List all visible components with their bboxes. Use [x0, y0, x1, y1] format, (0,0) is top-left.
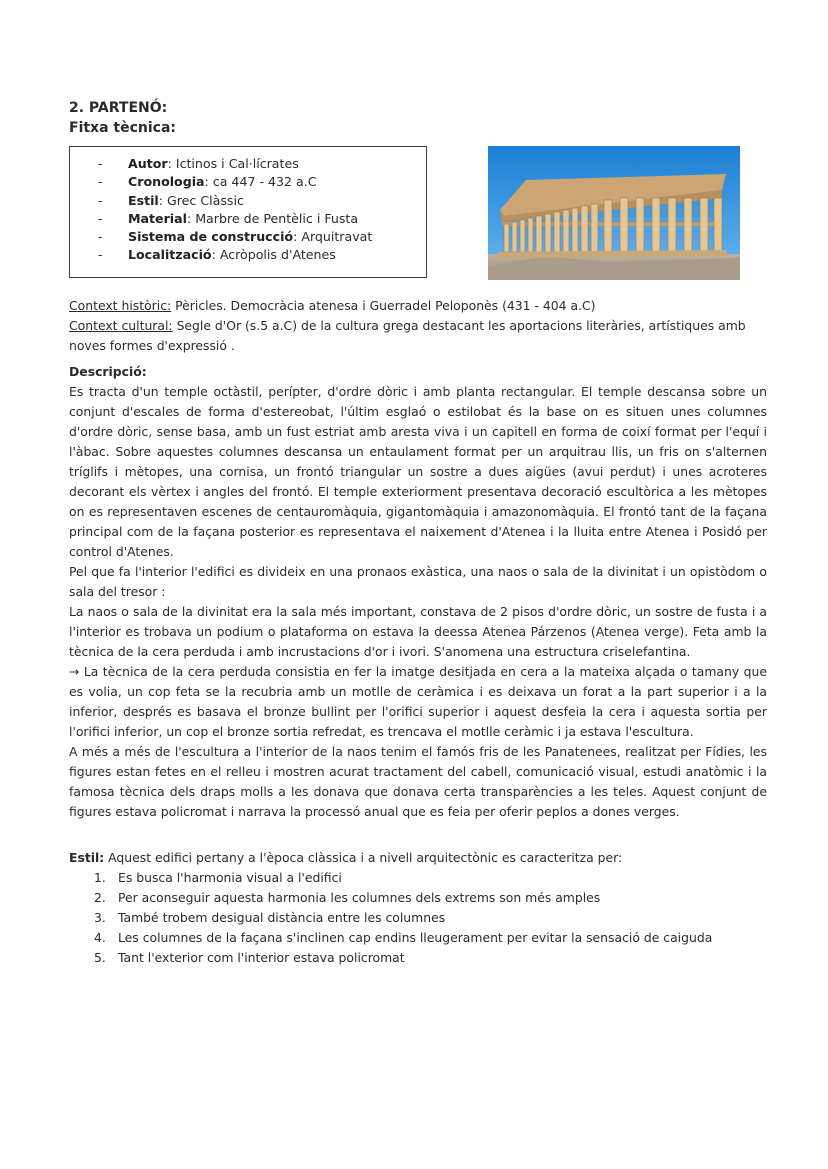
technical-sheet-list	[70, 147, 426, 265]
context-cultural-text: Segle d'Or (s.5 a.C) de la cultura grega destacant les aportacions literàries, artístiques amb noves formes d'expressió .	[69, 318, 746, 353]
context-historic-text: Pèricles. Democràcia atenesa i Guerradel Peloponès (431 - 404 a.C)	[175, 298, 596, 313]
estil-list-item	[69, 888, 767, 908]
technical-sheet-value: Arquitravat	[301, 229, 373, 245]
estil-list-text: Per aconseguir aquesta harmonia les columnes dels extrems son més amples	[118, 890, 601, 905]
estil-list-text: També trobem desigual distància entre les columnes	[118, 910, 446, 925]
technical-sheet-value: Acròpolis d'Atenes	[219, 247, 336, 263]
technical-sheet-value: ca 447 - 432 a.C	[212, 174, 317, 190]
estil-list-text: Les columnes de la façana s'inclinen cap endins lleugerament per evitar la sensació de caiguda	[118, 930, 713, 945]
context-cultural	[69, 316, 767, 356]
descripcio-paragraph-5: A més a més de l'escultura a l'interior de la naos tenim el famós fris de les Panatenees, realitzat per Fídies, les figures estan fetes en el relleu i mostren acurat tractament del cabell, comunicació visual, estudi anatòmic i la famosa tècnica dels draps molls a les donava que donava certa transparències a les teles. Aquest conjunt de figures estava policromat i narrava la processó anual que es feia per oferir peplos a dones verges.	[69, 744, 767, 819]
estil-list	[69, 868, 767, 968]
estil-list-item	[69, 928, 767, 948]
parthenon-photo	[488, 146, 740, 280]
technical-sheet-label: Localització	[128, 247, 212, 263]
estil-list-number: 4.	[94, 930, 106, 945]
estil-label: Estil:	[69, 850, 105, 865]
technical-sheet-box	[69, 146, 427, 278]
descripcio-paragraph-1: Es tracta d'un temple octàstil, perípter, d'ordre dòric i amb planta rectangular. El temple descansa sobre un conjunt d'escales de forma d'estereobat, l'últim esglaó o estilobat és la base on es situen unes columnes d'ordre dòric, sense basa, amb un fust estriat amb aresta viva i un capitell en forma de coixí format per l'equí i l'àbac. Sobre aquestes columnes descansa un entaulament format per un arquitrau llis, un fris on s'alternen tríglifs i mètopes, una cornisa, un frontó triangular un sostre a dues aigües (avui perdut) i unes acroteres decorant els vèrtex i angles del frontó. El temple exteriorment presentava decoració escultòrica a les mètopes on es representaven escenes de centauromàquia, gigantomàquia i amazonomàquia. El frontó tant de la façana principal com de la façana posterior es representava el naixement d'Atenea i la lluita entre Atenea i Posidó per control d'Atenes.	[69, 384, 767, 559]
technical-sheet-item: - Localització: Acròpolis d'Atenes	[70, 246, 426, 264]
fitxa-subtitle: Fitxa tècnica:	[69, 120, 177, 136]
descripcio-heading: Descripció:	[69, 364, 147, 379]
estil-list-number: 5.	[94, 950, 106, 965]
estil-list-text: Es busca l'harmonia visual a l'edifici	[118, 870, 342, 885]
technical-sheet-label: Estil	[128, 192, 159, 208]
descripcio-paragraph-2: Pel que fa l'interior l'edifici es divideix en una pronaos exàstica, una naos o sala de la divinitat i un opistòdom o sala del tresor :	[69, 564, 767, 599]
technical-sheet-label: Material	[128, 210, 187, 226]
estil-list-number: 1.	[94, 870, 106, 885]
technical-sheet-value: Ictinos i Cal·lícrates	[175, 156, 299, 171]
technical-sheet-item: - Cronologia: ca 447 - 432 a.C	[70, 173, 426, 191]
technical-sheet-label: Autor	[128, 156, 168, 171]
descripcio-paragraph-4: → La tècnica de la cera perduda consistia en fer la imatge desitjada en cera a la mateixa alçada o tamany que es volia, un cop feta se la recubria amb un motlle de ceràmica i es deixava un forat a la part superior i a la inferior, després es basava el bronze bullint per l'orifici superior i aquest desfeia la cera i aquesta sortia per l'orifici inferior, un cop el bronze sortia refredat, es trencava el motlle ceràmic i ja estava l'escultura.	[69, 664, 767, 739]
context-cultural-label: Context cultural:	[69, 318, 173, 333]
technical-sheet-label: Cronologia	[128, 174, 205, 190]
estil-list-text: Tant l'exterior com l'interior estava policromat	[118, 950, 405, 965]
technical-sheet-value: Marbre de Pentèlic i Fusta	[195, 210, 359, 226]
context-historic-label: Context històric:	[69, 298, 172, 313]
estil-intro	[69, 848, 767, 868]
estil-list-number: 2.	[94, 890, 106, 905]
technical-sheet-value: Grec Clàssic	[167, 192, 244, 208]
context-historic	[69, 296, 767, 316]
technical-sheet-item: - Autor: Ictinos i Cal·lícrates	[70, 155, 426, 173]
estil-list-item	[69, 868, 767, 888]
descripcio-paragraph-3: La naos o sala de la divinitat era la sala més important, constava de 2 pisos d'ordre dòric, un sostre de fusta i a l'interior es trobava un podium o plataforma on estava la deessa Atenea Párzenos (Atenea verge). Feta amb la tècnica de la cera perduda i amb incrustacions d'or i ivori. S'anomena una estructura criselefantina.	[69, 604, 767, 659]
estil-intro-text: Aquest edifici pertany a l'època clàssica i a nivell arquitectònic es caracteritza per:	[108, 850, 623, 865]
technical-sheet-label: Sistema de construcció	[128, 229, 294, 245]
technical-sheet-item: - Estil: Grec Clàssic	[70, 192, 426, 210]
technical-sheet-item: - Material: Marbre de Pentèlic i Fusta	[70, 210, 426, 228]
technical-sheet-item: - Sistema de construcció: Arquitravat	[70, 228, 426, 246]
estil-list-number: 3.	[94, 910, 106, 925]
estil-list-item	[69, 908, 767, 928]
section-title: 2. PARTENÓ:	[69, 100, 168, 116]
estil-list-item	[69, 948, 767, 968]
